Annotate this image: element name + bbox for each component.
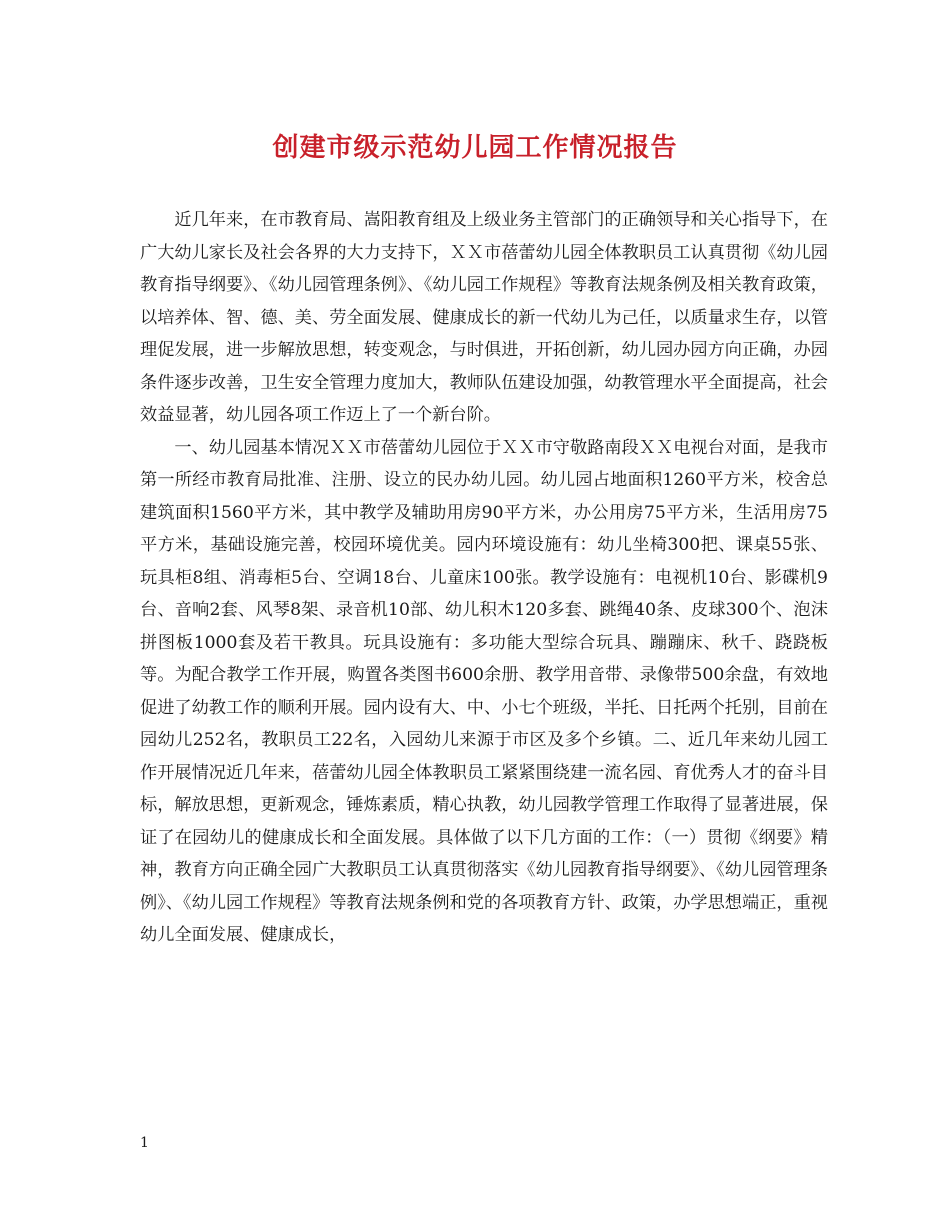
page-number: 1 xyxy=(140,1135,149,1151)
paragraph-intro: 近几年来，在市教育局、嵩阳教育组及上级业务主管部门的正确领导和关心指导下，在广大幼儿家长及社会各界的大力支持下，ＸＸ市蓓蕾幼儿园全体教职员工认真贯彻《幼儿园教育指导纲要》、《幼儿园管理条例》、《幼儿园工作规程》等教育法规条例及相关教育政策，以培养体、智、德、美、劳全面发展、健康成长的新一代幼儿为己任，以质量求生存，以管理促发展，进一步解放思想，转变观念，与时俱进，开拓创新，幼儿园办园方向正确，办园条件逐步改善，卫生安全管理力度加大，教师队伍建设加强，幼教管理水平全面提高，社会效益显著，幼儿园各项工作迈上了一个新台阶。 xyxy=(140,210,828,425)
paragraph-basic-situation: 一、幼儿园基本情况ＸＸ市蓓蕾幼儿园位于ＸＸ市守敬路南段ＸＸ电视台对面，是我市第一所经市教育局批准、注册、设立的民办幼儿园。幼儿园占地面积1260平方米，校舍总建筑面积1560平方米，其中教学及辅助用房90平方米，办公用房75平方米，生活用房75平方米，基础设施完善，校园环境优美。园内环境设施有：幼儿坐椅300把、课桌55张、玩具柜8组、消毒柜5台、空调18台、儿童床100张。教学设施有：电视机10台、影碟机9台、音响2套、风琴8架、录音机10部、幼儿积木120多套、跳绳40条、皮球300个、泡沫拼图板1000套及若干教具。玩具设施有：多功能大型综合玩具、蹦蹦床、秋千、跷跷板等。为配合教学工作开展，购置各类图书600余册、教学用音带、录像带500余盘，有效地促进了幼教工作的顺利开展。园内设有大、中、小七个班级，半托、日托两个托别，目前在园幼儿252名，教职员工22名，入园幼儿来源于市区及多个乡镇。二、近几年来幼儿园工作开展情况近几年来，蓓蕾幼儿园全体教职员工紧紧围绕建一流名园、育优秀人才的奋斗目标，解放思想，更新观念，锤炼素质，精心执教，幼儿园教学管理工作取得了显著进展，保证了在园幼儿的健康成长和全面发展。具体做了以下几方面的工作：（一）贯彻《纲要》精神，教育方向正确全园广大教职员工认真贯彻落实《幼儿园教育指导纲要》、《幼儿园管理条例》、《幼儿园工作规程》等教育法规条例和党的各项教育方针、政策，办学思想端正，重视幼儿全面发展、健康成长， xyxy=(140,437,828,945)
document-title: 创建市级示范幼儿园工作情况报告 xyxy=(272,133,678,163)
document-body xyxy=(140,204,828,952)
